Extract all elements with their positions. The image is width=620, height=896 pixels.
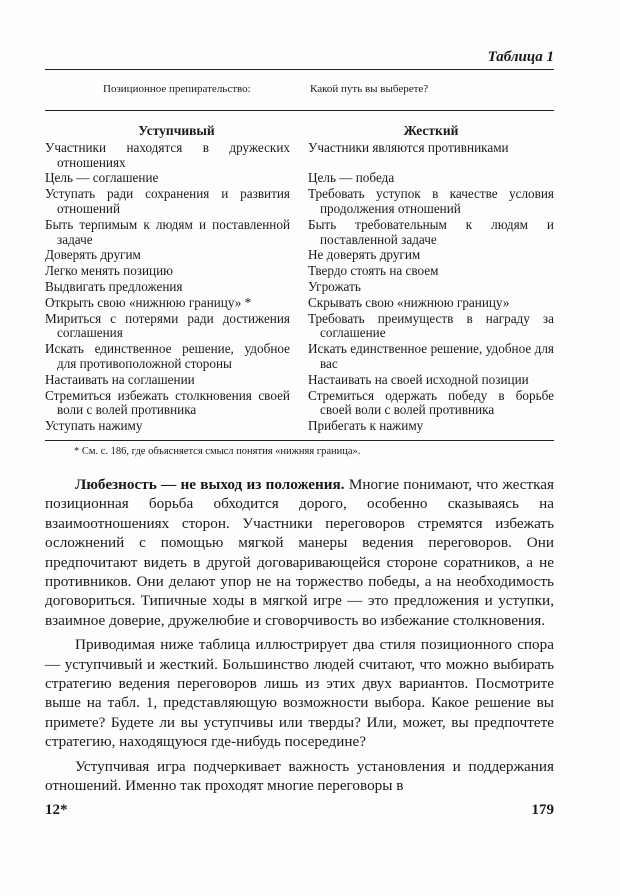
table-row bbox=[45, 389, 554, 420]
hard-cell bbox=[308, 141, 554, 172]
paragraph-lead: Любезность — не выход из положения. bbox=[75, 475, 345, 493]
table-row bbox=[45, 187, 554, 218]
cell-text: Настаивать на своей исходной позиции bbox=[308, 371, 529, 387]
table-caption: Таблица 1 bbox=[487, 49, 554, 65]
cell-text: Угрожать bbox=[308, 278, 361, 294]
paragraph-text: Многие понимают, что жесткая позиционная борьба обходится дорого, особенно сказываясь на взаимоотношениях сторон. Участники переговоров стремятся избежать осложнений с помощью мягкой манеры ведения переговоров. Они предпочитают видеть в другой договаривающейся стороне соратников, а не противников. Они делают упор не на торжество победы, а на необходимость договориться. Типичные ходы в мягкой игре — это предложения и уступки, взаимное доверие, дружелюбие и сговорчивость во избежание столкновения. bbox=[45, 475, 554, 629]
cell-text: Скрывать свою «нижнюю границу» bbox=[308, 294, 510, 310]
divider bbox=[45, 110, 554, 111]
table-row bbox=[45, 141, 554, 172]
subheader-left: Позиционное препирательство: bbox=[103, 83, 251, 95]
cell-text: Участники являются противниками bbox=[308, 139, 509, 155]
hard-cell bbox=[308, 389, 554, 420]
paragraph bbox=[45, 475, 554, 630]
table-row bbox=[45, 218, 554, 249]
hard-cell bbox=[308, 312, 554, 343]
soft-cell bbox=[45, 248, 308, 264]
hard-cell bbox=[308, 264, 554, 280]
cell-text: Стремиться избежать столкновения своей воли с волей противника bbox=[45, 387, 290, 418]
cell-text: Стремиться одержать победу в борьбе своей воли с волей противника bbox=[308, 387, 554, 418]
cell-text: Быть требовательным к людям и поставленной задаче bbox=[308, 216, 554, 247]
cell-text: Быть терпимым к людям и поставленной задаче bbox=[45, 216, 290, 247]
cell-text: Не доверять другим bbox=[308, 247, 421, 263]
table-row bbox=[45, 264, 554, 280]
soft-cell bbox=[45, 187, 308, 218]
hard-cell bbox=[308, 296, 554, 312]
divider bbox=[45, 440, 554, 441]
table-row bbox=[45, 342, 554, 373]
paragraph: Приводимая ниже таблица иллюстрирует два стиля позиционного спора — уступчивый и жесткий. Большинство людей считают, что можно выбирать стратегию ведения переговоров лишь из этих двух вариантов. Посмотрите выше на табл. 1, представляющую возможности выбора. Какое решение вы примете? Будете ли вы уступчивы или тверды? Или, может, вы предпочтете стратегию, находящуюся где-нибудь посередине? bbox=[45, 636, 554, 751]
cell-text: Уступать ради сохранения и развития отношений bbox=[45, 186, 290, 216]
cell-text: Уступать нажиму bbox=[45, 418, 143, 434]
hard-cell bbox=[308, 280, 554, 296]
comparison-table bbox=[45, 123, 554, 435]
cell-text: Прибегать к нажиму bbox=[308, 418, 424, 434]
subheader-right: Какой путь вы выберете? bbox=[310, 83, 429, 95]
signature-mark: 12* bbox=[45, 802, 68, 819]
soft-cell bbox=[45, 389, 308, 420]
cell-text: Доверять другим bbox=[45, 247, 141, 263]
cell-text: Цель — соглашение bbox=[45, 170, 159, 186]
cell-text: Мириться с потерями ради достижения соглашения bbox=[45, 310, 290, 341]
hard-cell bbox=[308, 373, 554, 389]
hard-cell bbox=[308, 419, 554, 435]
soft-cell bbox=[45, 218, 308, 249]
cell-text: Выдвигать предложения bbox=[45, 278, 183, 294]
soft-cell bbox=[45, 141, 308, 172]
paragraph: Уступчивая игра подчеркивает важность установления и поддержания отношений. Именно так проходят многие переговоры в bbox=[45, 757, 554, 795]
hard-cell bbox=[308, 171, 554, 187]
cell-text: Требовать уступок в качестве условия продолжения отношений bbox=[308, 186, 554, 216]
hard-cell bbox=[308, 187, 554, 218]
table-row bbox=[45, 296, 554, 312]
footnote: * См. с. 186, где объясняется смысл понятия «нижняя граница». bbox=[74, 445, 361, 457]
cell-text: Участники находятся в дружеских отношениях bbox=[45, 139, 290, 170]
table-row bbox=[45, 419, 554, 435]
hard-cell bbox=[308, 342, 554, 373]
soft-cell bbox=[45, 280, 308, 296]
divider bbox=[45, 69, 554, 70]
table-row bbox=[45, 373, 554, 389]
soft-cell bbox=[45, 171, 308, 187]
cell-text: Цель — победа bbox=[308, 170, 395, 186]
hard-cell bbox=[308, 248, 554, 264]
soft-cell bbox=[45, 342, 308, 373]
cell-text: Настаивать на соглашении bbox=[45, 371, 195, 387]
table-row bbox=[45, 312, 554, 343]
page-number: 179 bbox=[531, 802, 554, 819]
column-header-hard: Жесткий bbox=[403, 123, 459, 138]
page-footer bbox=[45, 801, 554, 819]
table-row bbox=[45, 171, 554, 187]
cell-text: Искать единственное решение, удобное для противоположной стороны bbox=[45, 341, 290, 371]
soft-cell bbox=[45, 373, 308, 389]
table-row bbox=[45, 280, 554, 296]
cell-text: Требовать преимуществ в награду за соглашение bbox=[308, 310, 554, 341]
soft-cell bbox=[45, 419, 308, 435]
cell-text: Открыть свою «нижнюю границу» * bbox=[45, 294, 252, 310]
hard-cell bbox=[308, 218, 554, 249]
soft-cell bbox=[45, 312, 308, 343]
cell-text: Легко менять позицию bbox=[45, 263, 174, 279]
body-text bbox=[45, 475, 554, 796]
soft-cell bbox=[45, 264, 308, 280]
column-header-soft: Уступчивый bbox=[138, 123, 215, 138]
table-row bbox=[45, 248, 554, 264]
soft-cell bbox=[45, 296, 308, 312]
table-subheader bbox=[45, 82, 554, 100]
cell-text: Твердо стоять на своем bbox=[308, 263, 439, 279]
cell-text: Искать единственное решение, удобное для вас bbox=[308, 341, 554, 371]
